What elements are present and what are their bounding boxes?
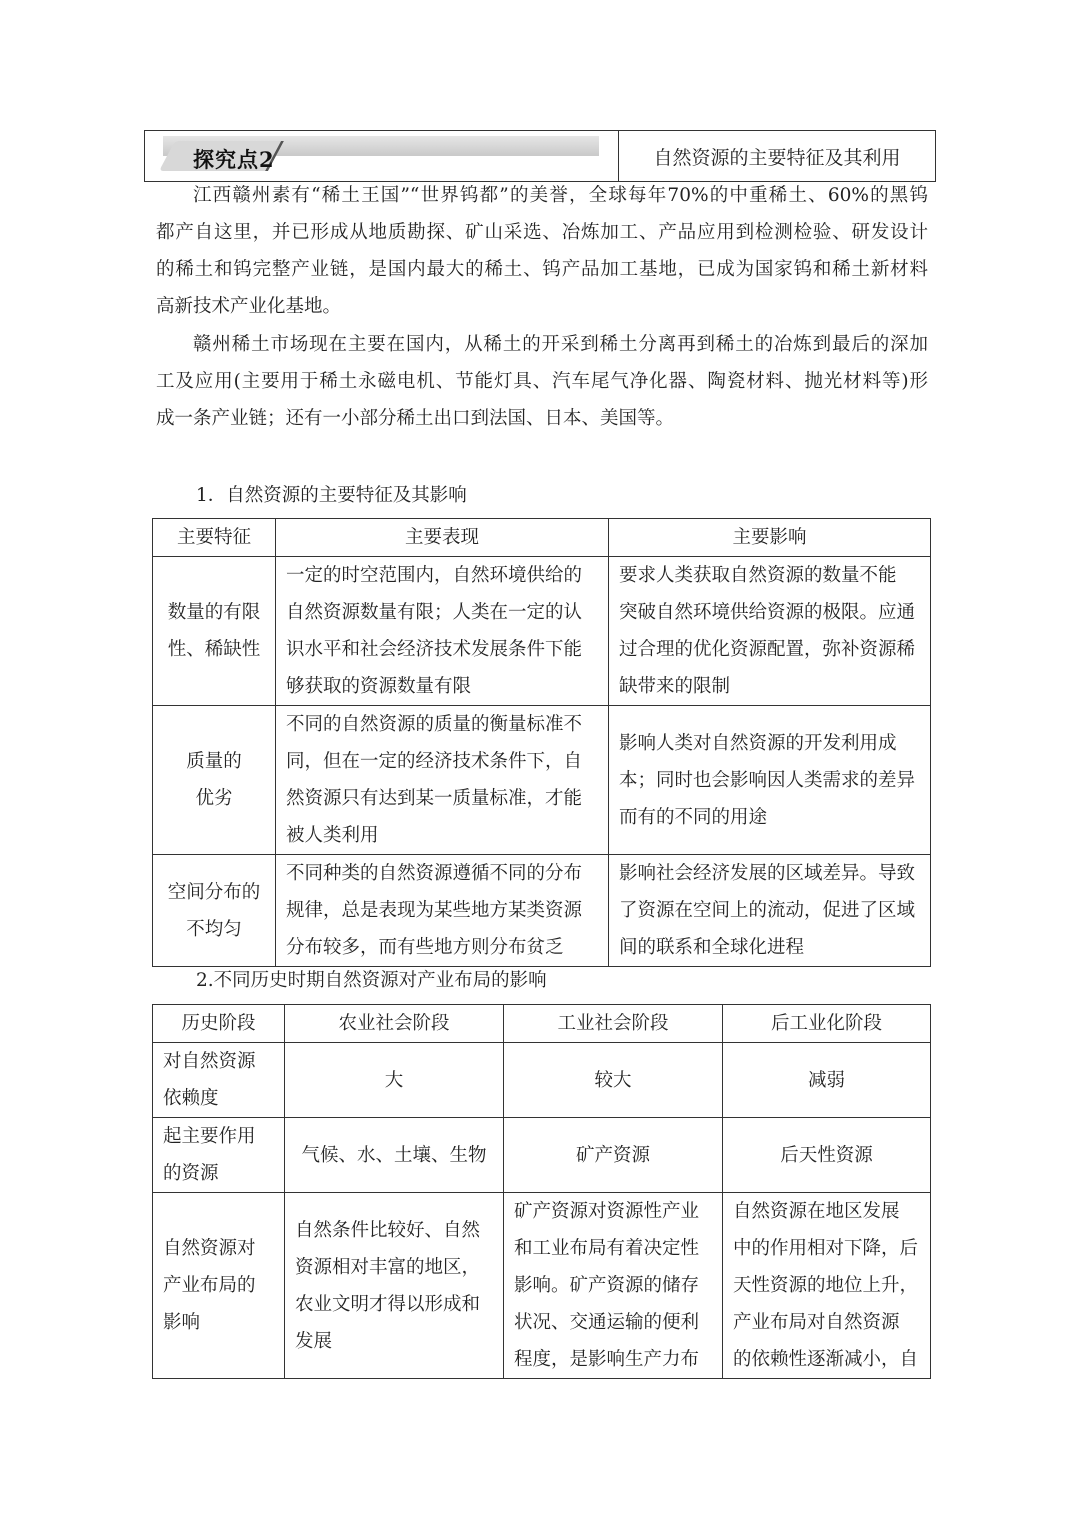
intro-paragraph-1-line: 高新技术产业化基地。 [156,296,342,317]
feature-cell-line: 数量的有限 [167,602,261,623]
table2-header-1 [285,1005,504,1043]
table-row [153,706,931,855]
indus-cell-line: 程度，是影响生产力布 [514,1349,700,1370]
performance-cell [276,855,609,967]
post-cell [723,1193,931,1379]
performance-cell-line: 自然资源数量有限；人类在一定的认 [286,602,583,623]
impact-cell-line: 影响人类对自然资源的开发利用成 [619,732,897,754]
table-row [153,1043,931,1118]
impact-cell-line: 本；同时也会影响因人类需求的差异 [619,769,916,791]
performance-cell-line: 识水平和社会经济技术发展条件下能 [286,639,583,660]
intro-paragraph-1-line: 的稀土和钨完整产业链，是国内最大的稀土、钨产品加工基地，已成为国家钨和稀土新材料 [156,259,928,280]
indus-cell-line: 较大 [594,1069,632,1091]
performance-cell-line: 然资源只有达到某一质量标准，才能 [286,788,583,809]
stage-label-cell [153,1043,285,1118]
table-row [153,1118,931,1193]
agri-cell-line: 农业文明才得以形成和 [295,1293,481,1315]
agri-cell-line: 自然条件比较好、自然 [295,1219,481,1241]
agri-cell [285,1118,504,1193]
stage-label-cell-line: 的资源 [163,1163,219,1184]
table2-header-0-line: 历史阶段 [181,1013,256,1034]
stage-label-cell [153,1118,285,1193]
intro-paragraph-1 [156,177,928,325]
impact-cell [609,855,931,967]
post-cell-line: 的依赖性逐渐减小，自 [733,1349,919,1370]
intro-paragraph-2-line: 赣州稀土市场现在主要在国内，从稀土的开采到稀土分离再到稀土的冶炼到最后的深加 [193,334,928,355]
indus-cell [504,1043,723,1118]
intro-paragraph-2-line: 工及应用(主要用于稀土永磁电机、节能灯具、汽车尾气净化器、陶瓷材料、抛光材料等)形 [156,371,928,392]
stage-label-cell-line: 自然资源对 [163,1238,256,1259]
table-row [153,855,931,967]
impact-cell-line: 了资源在空间上的流动，促进了区域 [619,900,916,921]
intro-paragraph-2 [156,326,928,437]
table-row [153,1193,931,1379]
impact-cell-line: 突破自然环境供给资源的极限。应通 [619,602,916,623]
post-cell [723,1043,931,1118]
stage-label-cell-line: 起主要作用 [163,1126,256,1147]
performance-cell-line: 分布较多，而有些地方则分布贫乏 [286,937,564,958]
intro-paragraph-1-line: 江西赣州素有“稀土王国”“世界钨都”的美誉，全球每年70%的中重稀土、60%的黑钨 [193,185,928,206]
feature-cell-line: 性、稀缺性 [167,639,261,660]
post-cell-line: 后天性资源 [780,1144,873,1166]
feature-cell [153,855,276,967]
table2-header-0 [153,1005,285,1043]
table-row [153,557,931,706]
impact-cell-line: 过合理的优化资源配置，弥补资源稀 [619,639,916,660]
stage-label-cell-line: 影响 [163,1312,201,1333]
table2-header-3-line: 后工业化阶段 [770,1013,882,1034]
table1-header-2 [609,519,931,557]
table2-header-1-line: 农业社会阶段 [338,1013,450,1034]
performance-cell-line: 够获取的资源数量有限 [286,676,472,697]
stage-label-cell-line: 对自然资源 [163,1051,256,1072]
indus-cell [504,1118,723,1193]
table1-header-1-line: 主要表现 [404,527,479,548]
indus-cell-line: 状况、交通运输的便利 [514,1312,700,1333]
stage-label-cell-line: 产业布局的 [163,1275,256,1296]
table1-header-0-line: 主要特征 [176,527,251,548]
indus-cell-line: 矿产资源 [575,1144,650,1166]
performance-cell-line: 一定的时空范围内，自然环境供给的 [286,565,583,586]
agri-cell [285,1043,504,1118]
feature-cell-line: 空间分布的 [167,881,261,903]
stage-label-cell [153,1193,285,1379]
agri-cell-line: 资源相对丰富的地区， [295,1256,481,1278]
table2-title: 2.不同历史时期自然资源对产业布局的影响 [196,970,547,991]
badge [167,141,597,172]
post-cell-line: 中的作用相对下降，后 [733,1238,919,1259]
agri-cell-line: 气候、水、土壤、生物 [301,1144,487,1166]
agri-cell-line: 大 [384,1069,404,1091]
intro-paragraph-2-line: 成一条产业链；还有一小部分稀土出口到法国、日本、美国等。 [156,408,675,429]
agri-cell [285,1193,504,1379]
feature-cell [153,706,276,855]
feature-cell-line: 质量的 [186,751,242,772]
section-topic: 自然资源的主要特征及其利用 [653,146,901,169]
table1-header-1 [276,519,609,557]
impact-cell-line: 而有的不同的用途 [619,806,768,828]
intro-paragraph-1-line: 都产自这里，并已形成从地质勘探、矿山采选、冶炼加工、产品应用到检测检验、研发设计 [156,222,928,243]
performance-cell-line: 不同的自然资源的质量的衡量标准不 [286,714,583,735]
performance-cell [276,557,609,706]
post-cell-line: 减弱 [807,1069,845,1091]
performance-cell-line: 规律，总是表现为某些地方某类资源 [286,900,583,921]
table1-title: 1．自然资源的主要特征及其影响 [196,485,467,506]
feature-cell-line: 优劣 [195,788,233,809]
impact-cell-line: 影响社会经济发展的区域差异。导致 [619,863,916,884]
section-badge-cell [145,131,619,181]
impact-cell-line: 缺带来的限制 [619,676,731,697]
impact-cell [609,706,931,855]
post-cell-line: 天性资源的地位上升， [733,1275,919,1296]
indus-cell-line: 影响。矿产资源的储存 [514,1275,700,1296]
table2-header-2 [504,1005,723,1043]
impact-cell [609,557,931,706]
post-cell-line: 产业布局对自然资源 [733,1312,900,1333]
features-table [152,518,931,967]
impact-cell-line: 间的联系和全球化进程 [619,937,805,958]
feature-cell-line: 不均匀 [186,918,242,940]
indus-cell-line: 和工业布局有着决定性 [514,1238,700,1259]
table2-header-3 [723,1005,931,1043]
post-cell-line: 自然资源在地区发展 [733,1201,900,1222]
indus-cell-line: 矿产资源对资源性产业 [514,1201,700,1222]
table1-header-0 [153,519,276,557]
post-cell [723,1118,931,1193]
feature-cell [153,557,276,706]
impact-cell-line: 要求人类获取自然资源的数量不能 [619,565,897,586]
performance-cell-line: 不同种类的自然资源遵循不同的分布 [286,863,583,884]
history-table [152,1004,931,1379]
agri-cell-line: 发展 [295,1330,333,1352]
performance-cell [276,706,609,855]
stage-label-cell-line: 依赖度 [163,1088,219,1109]
performance-cell-line: 同，但在一定的经济技术条件下，自 [286,751,583,772]
section-header [144,130,936,182]
table2-header-2-line: 工业社会阶段 [557,1013,669,1034]
table1-header-2-line: 主要影响 [732,527,807,548]
badge-label: 探究点2 [193,147,275,172]
indus-cell [504,1193,723,1379]
performance-cell-line: 被人类利用 [286,825,379,846]
